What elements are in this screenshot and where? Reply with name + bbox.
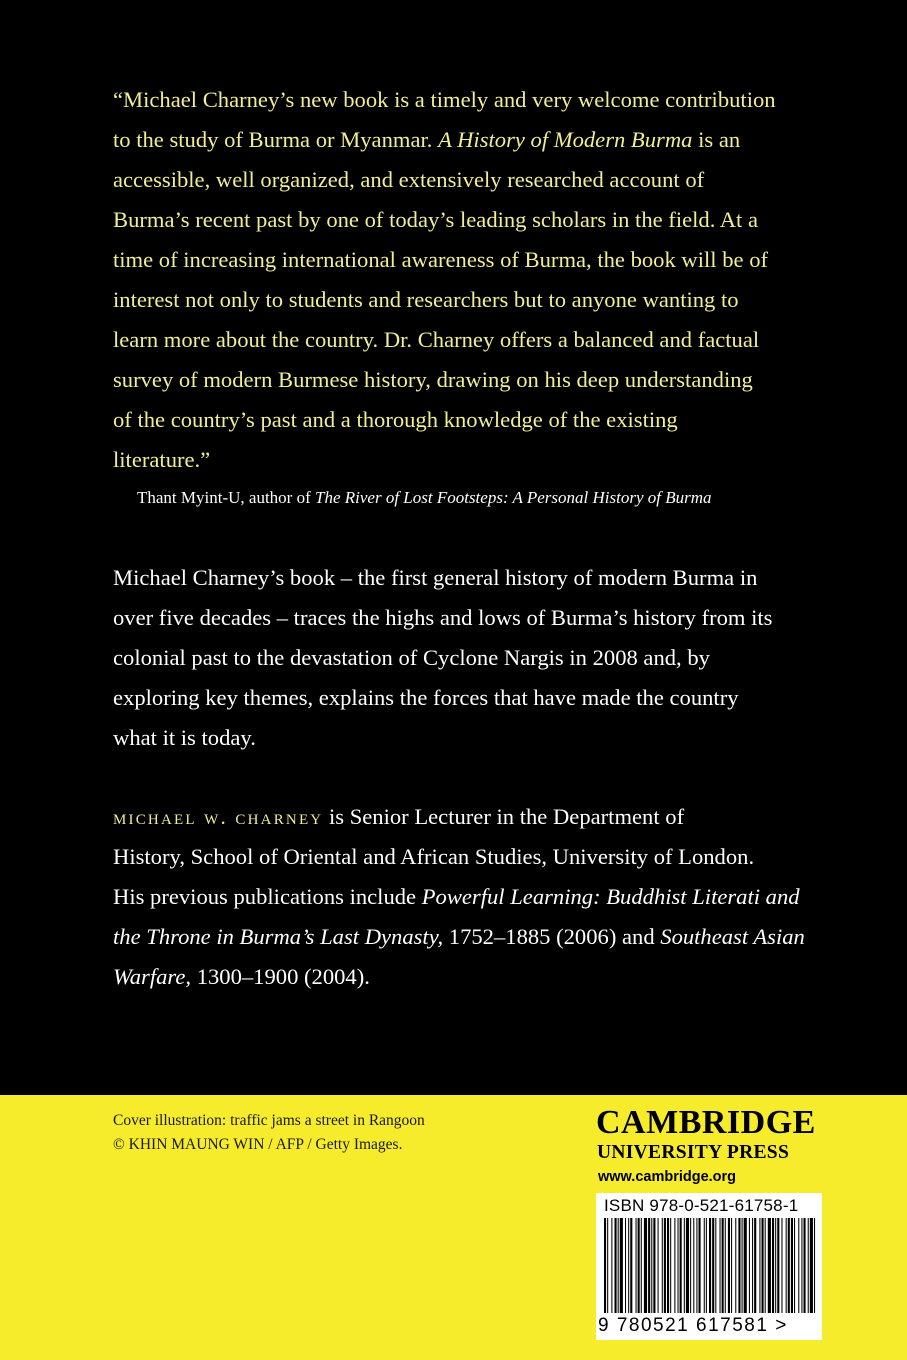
barcode-bar [759, 1218, 760, 1313]
barcode-bar [814, 1218, 815, 1313]
barcode-bar [641, 1218, 642, 1313]
quote-line: of the country’s past and a thorough knowledge of the existing [113, 407, 678, 432]
barcode-bar [628, 1218, 629, 1313]
cover-credit [113, 1109, 425, 1157]
barcode-bar [638, 1218, 640, 1313]
bio-line: michael w. charney is Senior Lecturer in the Department of [113, 804, 685, 829]
description-line: what it is today. [113, 725, 256, 750]
barcode-bar [651, 1218, 652, 1313]
barcode-bar [615, 1218, 617, 1313]
barcode-bar [801, 1218, 802, 1313]
barcode-bar [704, 1218, 705, 1313]
barcode-bar [735, 1218, 736, 1313]
barcode-bar [693, 1218, 694, 1313]
barcode-bar [674, 1218, 675, 1313]
book-description [113, 558, 803, 758]
bio-line: His previous publications include Powerful Learning: Buddhist Literati and [113, 884, 800, 909]
barcode-bar [667, 1218, 669, 1313]
barcode-bar [722, 1218, 724, 1313]
author-name: michael w. charney [113, 805, 324, 829]
barcode-bar [804, 1218, 806, 1313]
quote-line: learn more about the country. Dr. Charney offers a balanced and factual [113, 327, 760, 352]
quote-line: to the study of Burma or Myanmar. A History of Modern Burma is an [113, 127, 741, 152]
quote-line: Burma’s recent past by one of today’s leading scholars in the field. At a [113, 207, 759, 232]
barcode-bar [636, 1218, 637, 1313]
barcode-bar [749, 1218, 750, 1313]
publisher-name: CAMBRIDGE [596, 1104, 816, 1141]
author-bio [113, 797, 803, 997]
credit-line: © KHIN MAUNG WIN / AFP / Getty Images. [113, 1136, 403, 1153]
barcode-bar [712, 1218, 714, 1313]
quote-line: accessible, well organized, and extensively researched account of [113, 167, 705, 192]
barcode-bar [630, 1218, 632, 1313]
description-line: Michael Charney’s book – the first general history of modern Burma in [113, 565, 758, 590]
barcode-bar [738, 1218, 740, 1313]
barcode-bar [618, 1218, 619, 1313]
barcode-bar [777, 1218, 779, 1313]
barcode-bar [607, 1218, 608, 1313]
publisher-subtitle: UNIVERSITY PRESS [597, 1142, 790, 1163]
barcode-bar [686, 1218, 689, 1313]
barcode-icon [604, 1218, 816, 1313]
barcode-bar [684, 1218, 685, 1313]
barcode-bar [728, 1218, 730, 1313]
barcode-bar [788, 1218, 790, 1313]
barcode-bar [786, 1218, 787, 1313]
barcode-bar [752, 1218, 753, 1313]
quote-line: literature.” [113, 447, 211, 472]
barcode-bar [762, 1218, 764, 1313]
barcode-bar [731, 1218, 732, 1313]
barcode-bar [699, 1218, 701, 1313]
barcode-bar [648, 1218, 650, 1313]
endorsement-quote [113, 80, 793, 480]
barcode-bar [742, 1218, 743, 1313]
barcode-bar [720, 1218, 721, 1313]
publisher-url: www.cambridge.org [598, 1169, 737, 1185]
barcode-bar [709, 1218, 711, 1313]
barcode-bar [706, 1218, 707, 1313]
description-line: exploring key themes, explains the forces that have made the country [113, 685, 739, 710]
quote-line: survey of modern Burmese history, drawing on his deep understanding [113, 367, 753, 392]
bio-line: History, School of Oriental and African Studies, University of London. [113, 844, 755, 869]
barcode-bar [808, 1218, 809, 1313]
barcode-bar [611, 1218, 612, 1313]
credit-line: Cover illustration: traffic jams a street in Rangoon [113, 1112, 425, 1129]
barcode-bar [644, 1218, 647, 1313]
barcode-bar [744, 1218, 747, 1313]
barcode-bar [696, 1218, 697, 1313]
book-title: A History of Modern Burma [438, 127, 693, 152]
quote-attribution: Thant Myint-U, author of The River of Lost Footsteps: A Personal History of Burma [137, 488, 712, 507]
barcode-bar [664, 1218, 666, 1313]
barcode-bar [775, 1218, 776, 1313]
barcode-digits: 9 780521 617581 > [598, 1315, 788, 1336]
quote-line: interest not only to students and researchers but to anyone wanting to [113, 287, 739, 312]
barcode-bar [620, 1218, 623, 1313]
barcode-bar [772, 1218, 774, 1313]
barcode-bar [680, 1218, 682, 1313]
barcode-bar [791, 1218, 793, 1313]
barcode-bar [765, 1218, 766, 1313]
bio-line: the Throne in Burma’s Last Dynasty, 1752–1885 (2006) and Southeast Asian [113, 924, 805, 949]
isbn-text: ISBN 978-0-521-61758-1 [604, 1196, 799, 1215]
barcode-bar [725, 1218, 726, 1313]
quote-line: time of increasing international awareness of Burma, the book will be of [113, 247, 769, 272]
barcode-bar [768, 1218, 771, 1313]
barcode-bar [781, 1218, 782, 1313]
barcode-bar [658, 1218, 659, 1313]
attribution-book-title: The River of Lost Footsteps: A Personal History of Burma [315, 488, 712, 507]
barcode-bar [662, 1218, 663, 1313]
barcode-bar [810, 1218, 813, 1313]
bio-line: Warfare, 1300–1900 (2004). [113, 964, 370, 989]
barcode-bar [625, 1218, 626, 1313]
barcode-bar [604, 1218, 606, 1313]
barcode-bar [678, 1218, 679, 1313]
barcode-bar [794, 1218, 795, 1313]
description-line: colonial past to the devastation of Cyclone Nargis in 2008 and, by [113, 645, 710, 670]
barcode-bar [653, 1218, 655, 1313]
description-line: over five decades – traces the highs and lows of Burma’s history from its [113, 605, 773, 630]
barcode-bar [754, 1218, 756, 1313]
barcode-bar [690, 1218, 691, 1313]
barcode-bar [715, 1218, 716, 1313]
barcode-bar [670, 1218, 671, 1313]
quote-line: “Michael Charney’s new book is a timely and very welcome contribution [113, 87, 776, 112]
barcode-bar [798, 1218, 799, 1313]
